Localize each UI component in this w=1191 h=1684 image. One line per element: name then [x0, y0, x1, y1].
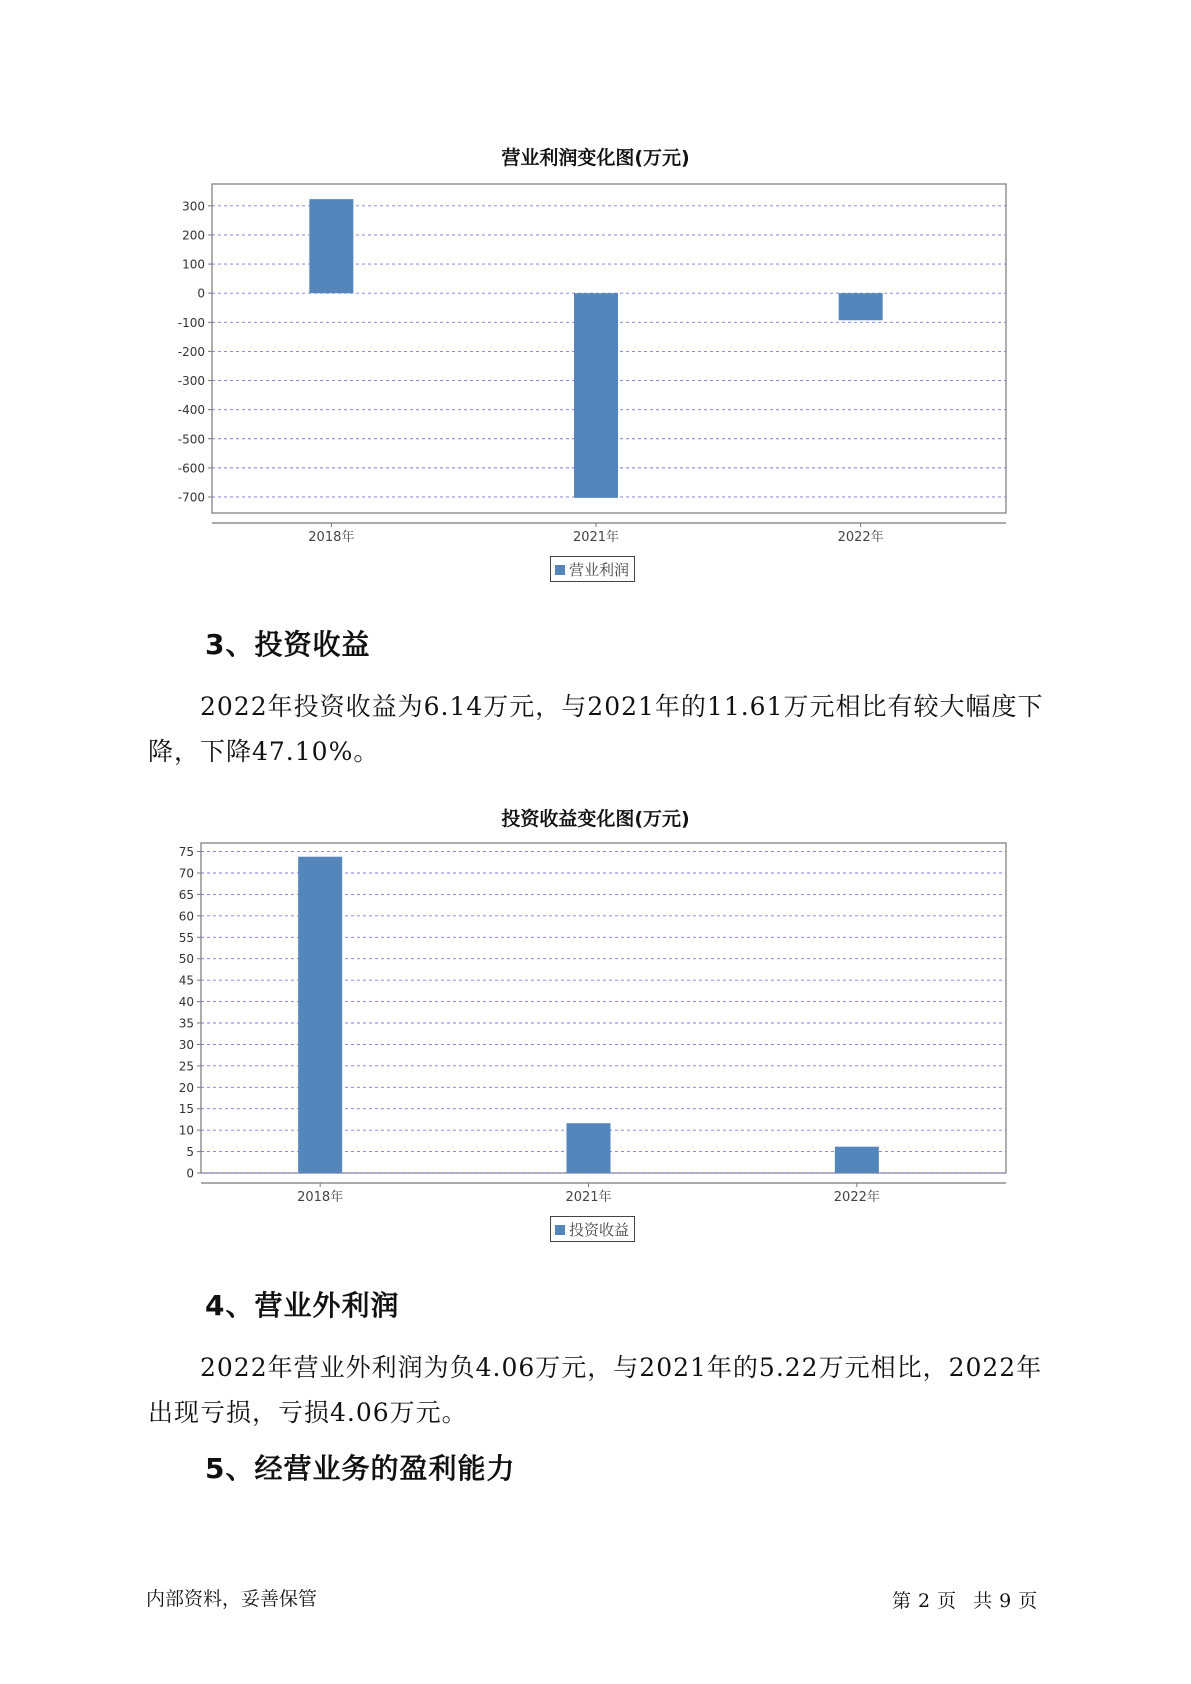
y-tick-label: 65: [178, 887, 194, 902]
y-tick-label: -100: [177, 315, 205, 330]
y-tick-label: 55: [178, 930, 194, 945]
section-heading-operating-profitability: 5、经营业务的盈利能力: [205, 1452, 516, 1485]
total-pages: 9: [999, 1590, 1013, 1612]
bar-2021年: [567, 1123, 611, 1173]
x-tick-label: 2022年: [837, 530, 884, 545]
page-label-mid: 页: [937, 1590, 958, 1612]
page-number: 2: [918, 1590, 932, 1612]
y-tick-label: 0: [197, 286, 205, 301]
x-tick-label: 2021年: [572, 530, 620, 545]
section-paragraph-non-operating-profit: 2022年营业外利润为负4.06万元，与2021年的5.22万元相比，2022年出现亏损，亏损4.06万元。: [148, 1353, 1043, 1427]
y-tick-label: 45: [178, 973, 194, 988]
y-tick-label: 20: [178, 1080, 194, 1095]
bar-2018年: [298, 857, 342, 1173]
y-tick-label: 25: [178, 1059, 194, 1074]
y-tick-label: -700: [177, 490, 205, 505]
page-label-suffix: 页: [1018, 1590, 1039, 1612]
y-tick-label: 60: [178, 909, 194, 924]
x-tick-label: 2021年: [565, 1190, 612, 1205]
legend-label: 投资收益: [569, 1221, 630, 1239]
y-tick-label: 50: [178, 952, 194, 967]
y-tick-label: 40: [178, 995, 194, 1010]
total-label: 共: [973, 1590, 994, 1612]
investment-income-legend: [550, 1216, 635, 1242]
investment-income-chart-title: 投资收益变化图(万元): [501, 808, 690, 830]
section-paragraph-investment-income: 2022年投资收益为6.14万元，与2021年的11.61万元相比有较大幅度下降，下降47.10%。: [148, 692, 1044, 766]
footer-confidential-note: 内部资料，妥善保管: [146, 1588, 318, 1610]
footer-page-indicator: [892, 1586, 1044, 1613]
legend-label: 营业利润: [569, 561, 630, 579]
y-tick-label: 15: [178, 1102, 194, 1117]
y-tick-label: -500: [177, 432, 205, 447]
operating-profit-chart-title: 营业利润变化图(万元): [501, 147, 690, 169]
y-tick-label: 100: [182, 257, 205, 272]
y-tick-label: 30: [178, 1037, 194, 1052]
page-label-prefix: 第: [892, 1590, 913, 1612]
y-tick-label: -400: [177, 403, 205, 418]
y-tick-label: -600: [177, 461, 205, 476]
y-tick-label: 35: [178, 1016, 194, 1031]
y-tick-label: 300: [182, 199, 205, 214]
x-tick-label: 2018年: [308, 530, 355, 545]
y-tick-label: -200: [177, 344, 205, 359]
y-tick-label: 75: [178, 845, 194, 860]
y-tick-label: 5: [186, 1145, 194, 1160]
y-tick-label: 200: [182, 228, 205, 243]
x-tick-label: 2022年: [833, 1190, 880, 1205]
y-tick-label: 0: [186, 1166, 194, 1181]
x-tick-label: 2018年: [297, 1190, 344, 1205]
y-tick-label: 70: [178, 866, 194, 881]
legend-swatch: [555, 1225, 565, 1235]
y-tick-label: -300: [177, 374, 205, 389]
y-tick-label: 10: [178, 1123, 194, 1138]
section-heading-non-operating-profit: 4、营业外利润: [205, 1289, 400, 1322]
bar-2022年: [835, 1147, 879, 1173]
section-heading-investment-income: 3、投资收益: [205, 628, 371, 661]
